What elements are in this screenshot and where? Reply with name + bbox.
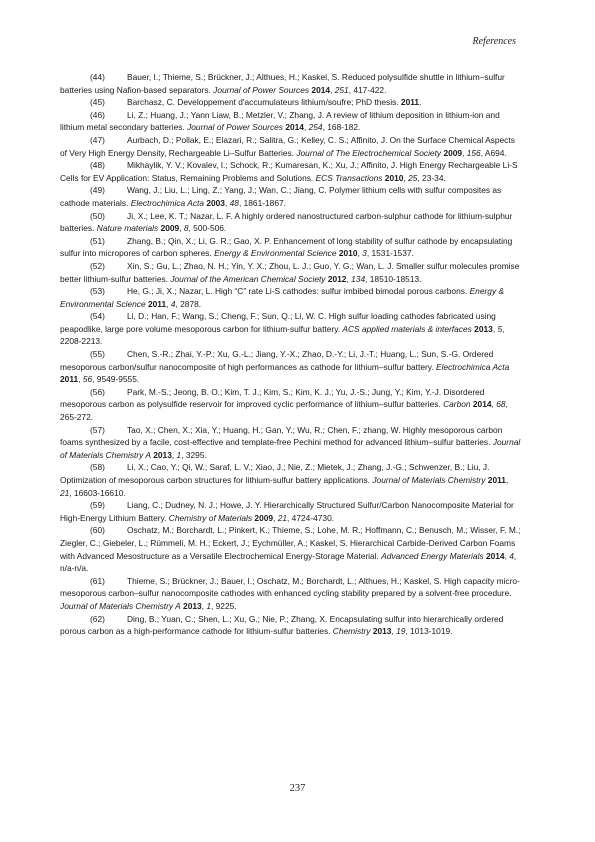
reference-authors-title: Ding, B.; Yuan, C.; Shen, L.; Xu, G.; Nie, P.; Zhang, X. Encapsulating sulfur into hierarchically ordered porous carbon as a high-performance cathode for lithium-sulfur batteries. <box>60 613 504 637</box>
reference-year: 2014 <box>472 399 492 410</box>
reference-authors-title: Oschatz, M.; Borchardt, L.; Pinkert, K.; Thieme, S.; Lohe, M. R.; Hoffmann, C.; Benusch, M.; Wisser, F. M.; Ziegler, C.; Giebeler, L.; Rümmeli, M. H.; Eckert, J.; Eychmüller, A.; Kaskel, S. Hierarchical Carbide-Derived Carbon Foams with Advanced Mesostructure as a Versatile Electrochemical Energy-Storage Material. <box>60 525 521 561</box>
reference-year: 2009 <box>443 147 463 158</box>
reference-year: 2011 <box>60 374 79 385</box>
reference-journal: Energy & Environmental Science <box>214 248 337 259</box>
reference-number: (60) <box>90 525 105 536</box>
reference-year: 2011 <box>400 97 420 108</box>
reference-entry: (60) Oschatz, M.; Borchardt, L.; Pinkert, K.; Thieme, S.; Lohe, M. R.; Hoffmann, C.; Benusch, M.; Wisser, F. M.; Ziegler, C.; Giebeler, L.; Rümmeli, M. H.; Eckert, J.; Eychmüller, A.; Kaskel, S. Hierarchical Carbide-Derived Carbon Foams with Advanced Mesostructure as a Versatile Electrochemical Energy-Storage Material. Advanced Energy Materials 2014, 4, n/a-n/a. <box>60 525 521 574</box>
reference-pages: , 4724-4730. <box>287 512 335 523</box>
reference-entry: (52) Xin, S.; Gu, L.; Zhao, N. H.; Yin, Y. X.; Zhou, L. J.; Guo, Y. G.; Wan, L. J. Smaller sulfur molecules promise better lithium-sulfur batteries. Journal of the American Chemical Society 2012, 134, 18510-18513. <box>60 260 520 284</box>
reference-authors-title: Li, Z.; Huang, J.; Yann Liaw, B.; Metzler, V.; Zhang, J. A review of lithium deposition in lithium-ion and lithium metal secondary batteries. <box>60 109 500 133</box>
reference-year: 2014 <box>485 550 505 561</box>
reference-pages: , 1013-1019. <box>405 626 453 637</box>
reference-authors-title: Barchasz, C. Developpement d'accumulateurs lithium/soufre; PhD thesis. <box>127 97 401 108</box>
reference-entry: (50) Ji, X.; Lee, K. T.; Nazar, L. F. A highly ordered nanostructured carbon-sulphur cathode for lithium-sulphur batteries. Nature materials 2009, 8, 500-506. <box>60 210 513 234</box>
reference-volume: 254 <box>308 122 323 133</box>
reference-entry: (58) Li, X.; Cao, Y.; Qi, W.; Saraf, L. V.; Xiao, J.; Nie, Z.; Mietek, J.; Zhang, J.-G.; Schwenzer, B.; Liu, J. Optimization of mesoporous carbon structures for lithium-sulfur battery applications. Journal of Materials Chemistry 2011, 21, 16603-16610. <box>60 462 509 498</box>
reference-pages: , 2208-2213. <box>60 323 505 347</box>
reference-year: 2013 <box>183 600 202 611</box>
reference-volume: 56 <box>82 374 93 385</box>
reference-volume: 1 <box>206 600 211 611</box>
reference-entry: (47) Aurbach, D.; Pollak, E.; Elazari, R.; Salitra, G.; Kelley, C. S.; Affinito, J. On the Surface Chemical Aspects of Very High Energy Density, Rechargeable Li–Sulfur Batteries. Journal of The Electrochemical Society 2009, 156, A694. <box>60 134 515 158</box>
reference-authors-title: He, G.; Ji, X.; Nazar, L. High “C” rate Li-S cathodes: sulfur imbibed bimodal porous carbons. <box>127 286 470 297</box>
reference-journal: Chemistry <box>332 626 371 637</box>
reference-number: (58) <box>90 462 105 473</box>
reference-number: (50) <box>90 210 105 221</box>
reference-journal: Journal of The Electrochemical Society <box>296 147 442 158</box>
reference-pages: , 1531-1537. <box>366 248 414 259</box>
reference-journal: Electrochimica Acta <box>130 197 204 208</box>
reference-authors-title: Aurbach, D.; Pollak, E.; Elazari, R.; Salitra, G.; Kelley, C. S.; Affinito, J. On the Surface Chemical Aspects of Very High Energy Density, Rechargeable Li–Sulfur Batteries. <box>60 134 515 158</box>
reference-authors-title: Chen, S.-R.; Zhai, Y.-P.; Xu, G.-L.; Jiang, Y.-X.; Zhao, D.-Y.; Li, J.-T.; Huang, L.; Sun, S.-G. Ordered mesoporous carbon/sulfur nanocomposite of high performances as cathode for lithium–sulfur battery. <box>60 349 494 372</box>
reference-authors-title: Liang, C.; Dudney, N. J.; Howe, J. Y. Hierarchically Structured Sulfur/Carbon Nanocomposite Material for High-Energy Lithium Battery. <box>60 500 514 523</box>
reference-authors-title: Park, M.-S.; Jeong, B. O.; Kim, T. J.; Kim, S.; Kim, K. J.; Yu, J.-S.; Jung, Y.; Kim, Y.-J. Disordered mesoporous carbon as polysulfide reservoir for improved cyclic performance of lithium–sulfur batteries. <box>60 386 485 410</box>
reference-entry: (48) Mikhaylik, Y. V.; Kovalev, I.; Schock, R.; Kumaresan, K.; Xu, J.; Affinito, J. High Energy Rechargeable Li-S Cells for EV Application: Status, Remaining Problems and Solutions. ECS Transactions 2010, 25, 23-34. <box>60 160 518 183</box>
reference-journal: Energy & Environmental Science <box>60 286 505 309</box>
reference-journal: Journal of Materials Chemistry <box>372 475 486 485</box>
reference-volume: 1 <box>176 449 182 460</box>
reference-authors-title: Tao, X.; Chen, X.; Xia, Y.; Huang, H.; Gan, Y.; Wu, R.; Chen, F.; zhang, W. Highly mesoporous carbon foams synthesized by a facile, cost-effective and template-free Pechini method for advanced lithium–sulfur batteries. <box>60 424 503 448</box>
reference-number: (49) <box>90 185 105 196</box>
reference-authors-title: Mikhaylik, Y. V.; Kovalev, I.; Schock, R.; Kumaresan, K.; Xu, J.; Affinito, J. High Energy Rechargeable Li-S Cells for EV Application: Status, Remaining Problems and Solutions. <box>60 160 518 183</box>
reference-number: (46) <box>90 109 105 120</box>
reference-entry <box>60 96 522 109</box>
reference-volume: 21 <box>277 512 288 523</box>
reference-journal: Journal of Power Sources <box>213 84 310 95</box>
reference-year: 2009 <box>160 223 180 234</box>
reference-volume: 21 <box>60 487 70 498</box>
reference-pages: , 18510-18513. <box>365 273 422 284</box>
reference-number: (56) <box>90 386 105 397</box>
reference-year: 2011 <box>147 298 167 309</box>
reference-authors-title: Bauer, I.; Thieme, S.; Brückner, J.; Althues, H.; Kaskel, S. Reduced polysulfide shuttle in lithium–sulfur batteries using Nafion-based separators. <box>60 72 505 95</box>
reference-pages: , 9549-9555. <box>92 374 140 385</box>
reference-number: (44) <box>90 72 105 82</box>
reference-pages: , 1861-1867. <box>238 197 286 208</box>
reference-number: (45) <box>90 97 105 108</box>
reference-authors-title: Zhang, B.; Qin, X.; Li, G. R.; Gao, X. P. Enhancement of long stability of sulfur cathode by encapsulating sulfur into micropores of carbon spheres. <box>60 235 513 259</box>
reference-pages: , 2878. <box>175 298 202 309</box>
reference-journal: Carbon <box>443 399 471 410</box>
reference-entry: (55) Chen, S.-R.; Zhai, Y.-P.; Xu, G.-L.; Jiang, Y.-X.; Zhao, D.-Y.; Li, J.-T.; Huang, L.; Sun, S.-G. Ordered mesoporous carbon/sulfur nanocomposite of high performances as cathode for lithium–sulfur battery. Electrochimica Acta 2011, 56, 9549-9555. <box>60 349 510 385</box>
reference-pages: . <box>419 97 422 108</box>
reference-journal: Journal of the American Chemical Society <box>170 273 326 284</box>
reference-volume: 8 <box>183 223 189 234</box>
reference-volume: 19 <box>396 626 406 637</box>
reference-year: 2011 <box>487 475 506 485</box>
reference-entry: (44) Bauer, I.; Thieme, S.; Brückner, J.; Althues, H.; Kaskel, S. Reduced polysulfide shuttle in lithium–sulfur batteries using Nafion-based separators. Journal of Power Sources 2014, 251, 417-422. <box>60 72 505 95</box>
reference-volume: 156 <box>466 147 481 158</box>
reference-volume: 4 <box>509 550 514 561</box>
reference-volume: 3 <box>362 248 367 259</box>
reference-authors-title: Thieme, S.; Brückner, J.; Bauer, I.; Oschatz, M.; Borchardt, L.; Althues, H.; Kaskel, S. High capacity micro-mesoporous carbon–sulfur nanocomposite cathodes with enhanced cycling stability prepared by a solvent-free procedure. <box>60 575 520 599</box>
reference-journal: ACS applied materials & interfaces <box>342 323 472 334</box>
page-number: 237 <box>289 783 306 794</box>
reference-entry: (49) Wang, J.; Liu, L.; Ling, Z.; Yang, J.; Wan, C.; Jiang, C. Polymer lithium cells with sulfur composites as cathode materials. Electrochimica Acta 2003, 48, 1861-1867. <box>60 185 502 208</box>
reference-year: 2013 <box>372 626 392 637</box>
reference-entry: (62) Ding, B.; Yuan, C.; Shen, L.; Xu, G.; Nie, P.; Zhang, X. Encapsulating sulfur into hierarchically ordered porous carbon as a high-performance cathode for lithium-sulfur batteries. Chemistry 2013, 19, 1013-1019. <box>60 613 504 637</box>
reference-journal: Advanced Energy Materials <box>381 550 484 561</box>
reference-pages: , A694. <box>480 147 507 158</box>
reference-volume: 48 <box>229 197 239 208</box>
reference-year: 2013 <box>474 323 493 334</box>
reference-year: 2003 <box>206 197 225 208</box>
reference-entry: (59) Liang, C.; Dudney, N. J.; Howe, J. Y. Hierarchically Structured Sulfur/Carbon Nanocomposite Material for High-Energy Lithium Battery. Chemistry of Materials 2009, 21, 4724-4730. <box>60 500 514 523</box>
reference-authors-title: Li, X.; Cao, Y.; Qi, W.; Saraf, L. V.; Xiao, J.; Nie, Z.; Mietek, J.; Zhang, J.-G.; Schwenzer, B.; Liu, J. Optimization of mesoporous carbon structures for lithium-sulfur battery applications. <box>60 462 490 485</box>
reference-authors-title: Wang, J.; Liu, L.; Ling, Z.; Yang, J.; Wan, C.; Jiang, C. Polymer lithium cells with sulfur composites as cathode materials. <box>60 185 502 208</box>
reference-number: (47) <box>90 134 105 145</box>
reference-number: (53) <box>90 286 105 297</box>
running-header: References <box>472 36 516 47</box>
reference-number: (52) <box>90 260 105 271</box>
reference-entry: (53) He, G.; Ji, X.; Nazar, L. High “C” rate Li-S cathodes: sulfur imbibed bimodal porous carbons. Energy & Environmental Science 2011, 4, 2878. <box>60 286 505 309</box>
reference-pages: , 23-34. <box>417 172 446 183</box>
reference-volume: 4 <box>170 298 176 309</box>
reference-year: 2010 <box>338 248 358 259</box>
reference-pages: , 500-506. <box>188 223 227 234</box>
reference-year: 2010 <box>384 172 404 183</box>
reference-list <box>60 71 522 638</box>
reference-number: (54) <box>90 311 105 322</box>
reference-volume: 25 <box>408 172 418 183</box>
reference-pages: , 9225. <box>211 600 237 611</box>
reference-number: (55) <box>90 349 105 360</box>
reference-volume: 68 <box>496 399 506 410</box>
reference-authors-title: Xin, S.; Gu, L.; Zhao, N. H.; Yin, Y. X.; Zhou, L. J.; Guo, Y. G.; Wan, L. J. Smaller sulfur molecules promise better lithium-sulfur batteries. <box>60 260 520 284</box>
reference-entry: (54) Li, D.; Han, F.; Wang, S.; Cheng, F.; Sun, Q.; Li, W. C. High sulfur loading cathodes fabricated using peapodlike, large pore volume mesoporous carbon for lithium-sulfur battery. ACS applied materials & interfaces 2013, 5, 2208-2213. <box>60 311 505 347</box>
reference-year: 2014 <box>311 84 331 95</box>
reference-pages: , 16603-16610. <box>69 487 126 498</box>
reference-journal: Journal of Materials Chemistry A <box>60 437 521 460</box>
reference-journal: Journal of Materials Chemistry A <box>60 600 181 611</box>
reference-volume: 5 <box>497 323 503 334</box>
reference-pages: , n/a-n/a. <box>60 550 517 574</box>
reference-volume: 134 <box>351 273 366 284</box>
reference-journal: Journal of Power Sources <box>187 122 283 133</box>
reference-number: (59) <box>90 500 105 511</box>
reference-number: (61) <box>90 575 105 586</box>
reference-authors-title: Li, D.; Han, F.; Wang, S.; Cheng, F.; Sun, Q.; Li, W. C. High sulfur loading cathodes fabricated using peapodlike, large pore volume mesoporous carbon for lithium-sulfur battery. <box>60 311 496 334</box>
reference-entry: (61) Thieme, S.; Brückner, J.; Bauer, I.; Oschatz, M.; Borchardt, L.; Althues, H.; Kaskel, S. High capacity micro-mesoporous carbon–sulfur nanocomposite cathodes with enhanced cycling stability prepared by a solvent-free procedure. Journal of Materials Chemistry A 2013, 1, 9225. <box>60 575 520 611</box>
reference-number: (48) <box>90 160 105 171</box>
reference-entry: (51) Zhang, B.; Qin, X.; Li, G. R.; Gao, X. P. Enhancement of long stability of sulfur cathode by encapsulating sulfur into micropores of carbon spheres. Energy & Environmental Science 2010, 3, 1531-1537. <box>60 235 513 259</box>
reference-year: 2012 <box>327 273 347 284</box>
reference-pages: , 168-182. <box>322 122 361 133</box>
reference-journal: ECS Transactions <box>315 172 383 183</box>
reference-journal: Chemistry of Materials <box>168 512 253 523</box>
reference-entry: (57) Tao, X.; Chen, X.; Xia, Y.; Huang, H.; Gan, Y.; Wu, R.; Chen, F.; zhang, W. Highly mesoporous carbon foams synthesized by a facile, cost-effective and template-free Pechini method for advanced lithium–sulfur batteries. Journal of Materials Chemistry A 2013, 1, 3295. <box>60 424 521 460</box>
reference-year: 2014 <box>285 122 304 133</box>
reference-pages: , 417-422. <box>348 84 387 95</box>
reference-number: (57) <box>90 424 105 435</box>
reference-pages: , 265-272. <box>60 399 508 423</box>
reference-entry: (46) Li, Z.; Huang, J.; Yann Liaw, B.; Metzler, V.; Zhang, J. A review of lithium deposition in lithium-ion and lithium metal secondary batteries. Journal of Power Sources 2014, 254, 168-182. <box>60 109 500 133</box>
reference-volume: 251 <box>334 84 349 95</box>
reference-journal: Electrochimica Acta <box>436 361 510 372</box>
reference-entry: (56) Park, M.-S.; Jeong, B. O.; Kim, T. J.; Kim, S.; Kim, K. J.; Yu, J.-S.; Jung, Y.; Kim, Y.-J. Disordered mesoporous carbon as polysulfide reservoir for improved cyclic performance of lithium–sulfur batteries. Carbon 2014, 68, 265-272. <box>60 386 508 423</box>
reference-number: (62) <box>90 613 105 624</box>
reference-year: 2009 <box>254 512 274 523</box>
reference-year: 2013 <box>153 449 172 460</box>
reference-number: (51) <box>90 235 105 246</box>
reference-pages: , 3295. <box>181 449 207 460</box>
reference-journal: Nature materials <box>96 223 159 234</box>
reference-authors-title: Ji, X.; Lee, K. T.; Nazar, L. F. A highly ordered nanostructured carbon-sulphur cathode for lithium-sulphur batteries. <box>60 210 513 234</box>
